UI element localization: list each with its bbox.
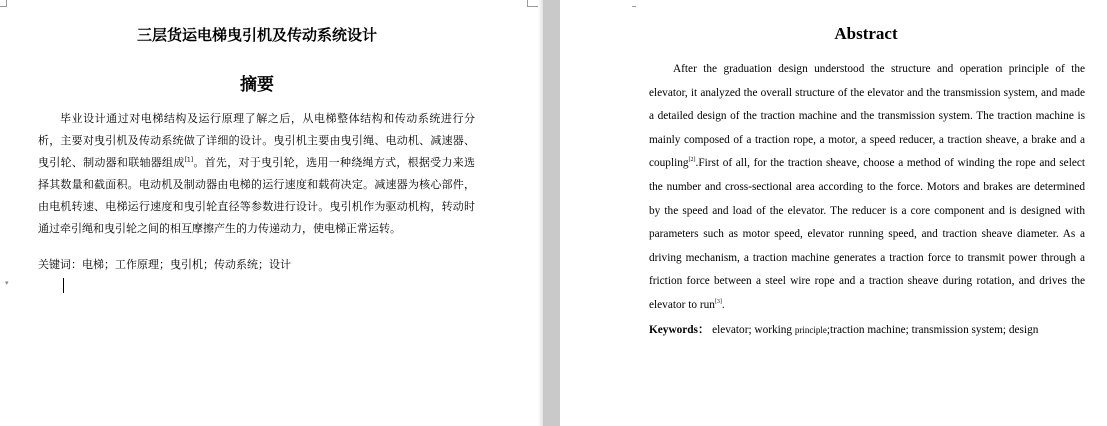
thesis-title: 三层货运电梯曳引机及传动系统设计 <box>136 26 377 44</box>
citation-ref-2: [2] <box>688 157 696 164</box>
abstract-body-en-end: . <box>721 298 725 311</box>
abstract-body-cn[interactable] <box>38 108 475 240</box>
margin-marker-icon: ▾ <box>5 279 9 287</box>
abstract-heading-cn: 摘要 <box>240 75 274 95</box>
citation-ref-1: [1] <box>184 156 194 164</box>
abstract-heading-en: Abstract <box>834 24 898 43</box>
abstract-body-en-part2: .First of all, for the traction sheave, choose a method of winding the rope and select the number and cross-sectional area according to the force. Motors and brakes are determined by the speed and load of the elevator. The reducer is a core component and is designed with parameters such as motor speed, elevator running speed, and traction sheave diameter. As a driving mechanism, a traction machine generates a traction force to transmit power through a friction force between a steel wire rope and a traction sheave during rotation, and drives the elevator to run <box>649 157 1085 311</box>
page-english-abstract[interactable] <box>560 0 1107 426</box>
keywords-list-en-part1: elevator; working <box>709 324 795 336</box>
citation-ref-3: [3] <box>714 299 722 306</box>
abstract-body-cn-part2: 。首先，对于曳引轮，选用一种绕绳方式，根据受力来选择其数量和截面积。电动机及制动器由电梯的运行速度和载荷决定。减速器为核心部件，由电机转速、电梯运行速度和曳引轮直径等参数进行设计。曳引机作为驱动机构，转动时通过牵引绳和曳引轮之间的相互摩擦产生的力传递动力，使电梯正常运转。 <box>38 156 475 235</box>
crop-mark-top-right <box>527 0 538 7</box>
keywords-line-en[interactable] <box>649 319 1085 341</box>
text-cursor <box>63 278 64 293</box>
page-gutter <box>543 0 560 426</box>
abstract-body-en-part1: After the graduation design understood the structure and operation principle of the elevator, it analyzed the overall structure of the elevator and the transmission system, and made a detailed design of the traction machine and the transmission system. The traction machine is mainly composed of a traction rope, a motor, a speed reducer, a traction sheave, a brake and a coupling <box>649 63 1085 170</box>
keywords-label-en: Keywords： <box>649 324 710 336</box>
keywords-list-en-part2: ;traction machine; transmission system; design <box>826 324 1039 336</box>
abstract-body-cn-part1: 毕业设计通过对电梯结构及运行原理了解之后，从电梯整体结构和传动系统进行分析，主要对曳引机及传动系统做了详细的设计。曳引机主要由曳引绳、电动机、减速器、曳引轮、制动器和联轴器组成 <box>38 112 475 169</box>
crop-mark-top-left <box>0 0 7 7</box>
crop-mark-top-left-right-page <box>632 0 636 7</box>
abstract-body-en[interactable] <box>649 58 1085 318</box>
keywords-line-cn[interactable] <box>38 255 475 275</box>
keywords-label-cn: 关键词： <box>38 258 82 271</box>
page-chinese-abstract[interactable] <box>0 0 538 426</box>
keywords-list-en-small: principle <box>794 325 827 335</box>
keywords-list-cn: 电梯；工作原理；曳引机；传动系统；设计 <box>82 258 291 271</box>
